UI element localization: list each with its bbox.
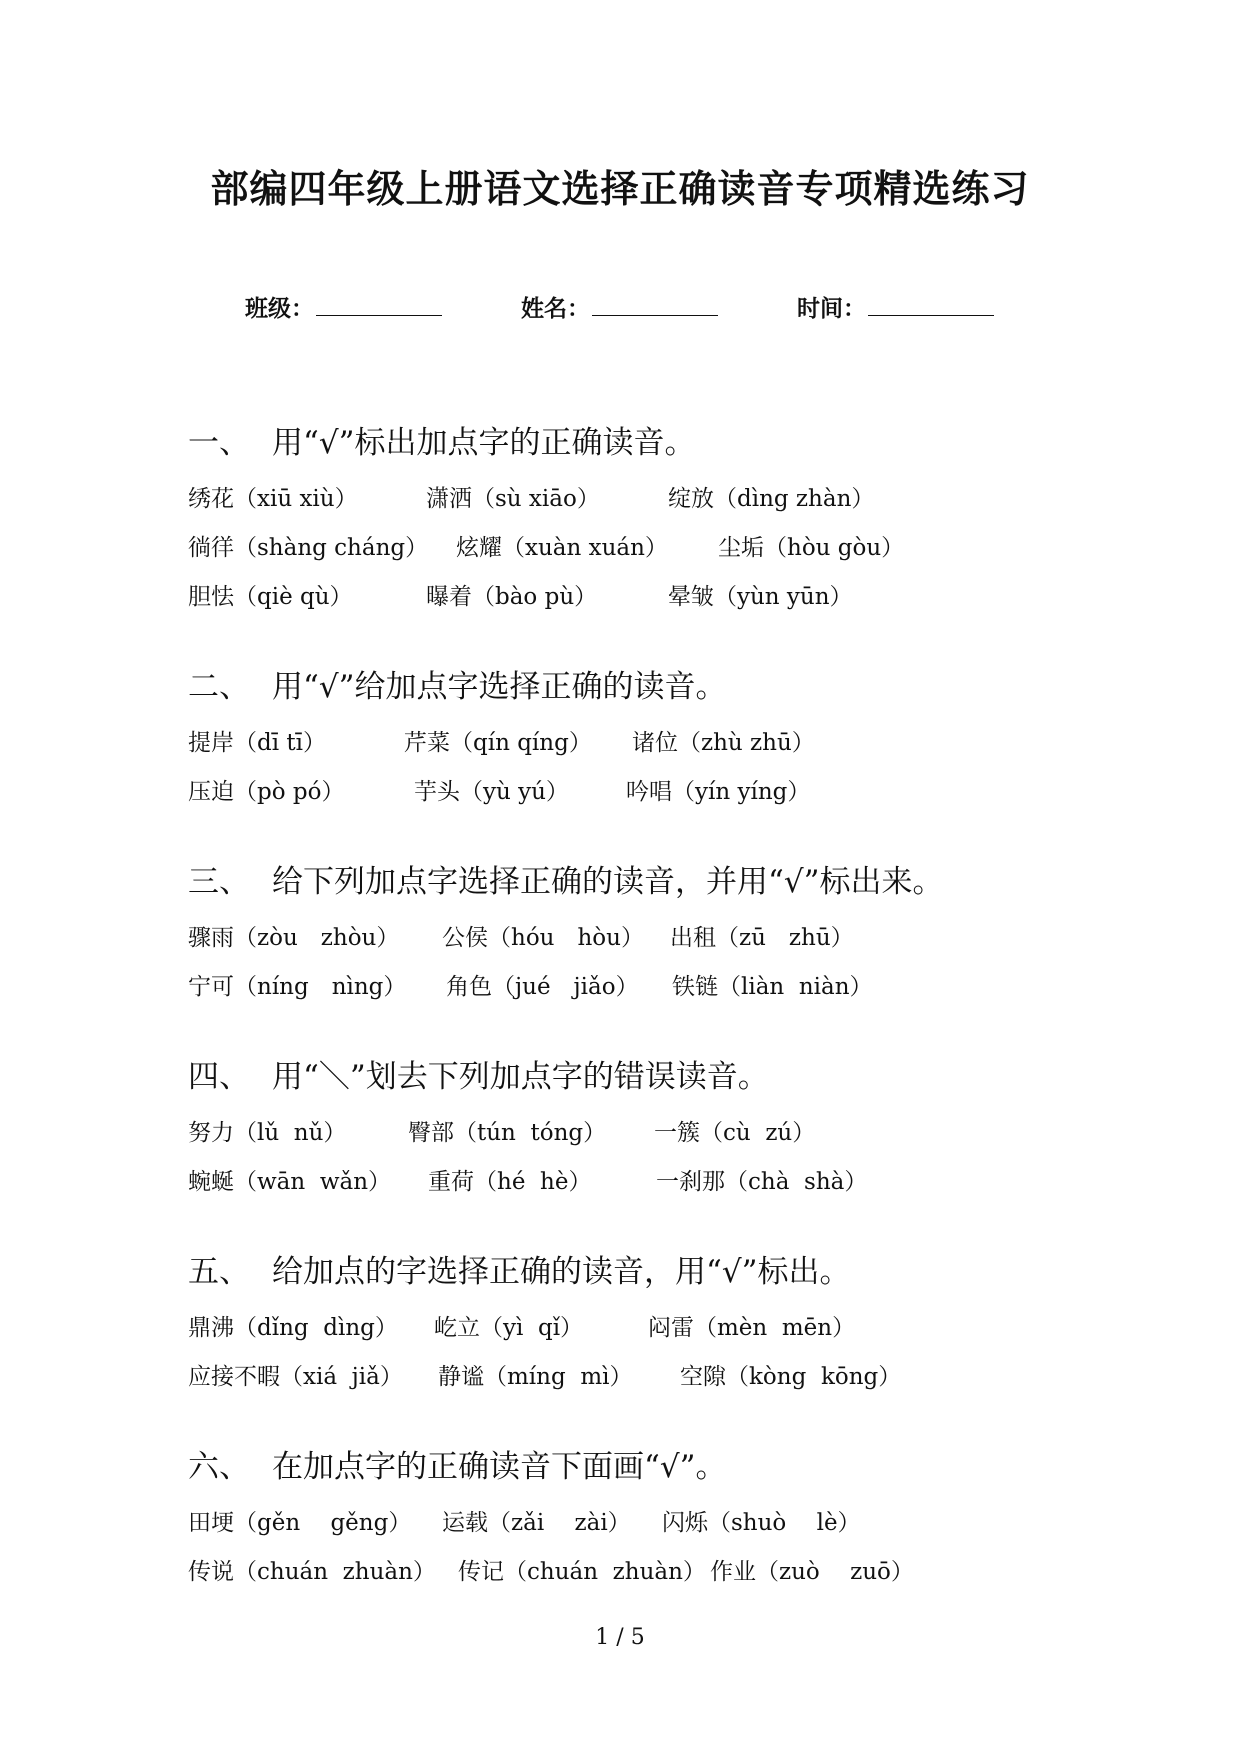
pinyin-item[interactable]: 作业（zuò zuō） — [710, 1559, 914, 1585]
pinyin-item[interactable]: 胆怯（qiè qù） — [188, 584, 353, 610]
section-2 — [188, 662, 1188, 817]
class-field[interactable] — [245, 290, 442, 323]
pinyin-item[interactable]: 闷雷（mèn mēn） — [648, 1315, 856, 1341]
page-number: 1 / 5 — [595, 1625, 645, 1650]
pinyin-item[interactable]: 一簇（cù zú） — [654, 1120, 816, 1146]
section-number: 一、 — [188, 425, 250, 461]
section-heading — [188, 662, 1188, 712]
item-row — [188, 1548, 1188, 1597]
pinyin-item[interactable]: 曝着（bào pù） — [426, 584, 598, 610]
pinyin-item[interactable]: 公侯（hóu hòu） — [442, 925, 644, 951]
pinyin-item[interactable]: 蜿蜒（wān wǎn） — [188, 1169, 392, 1195]
item-row — [188, 963, 1188, 1012]
time-blank[interactable] — [868, 295, 994, 316]
pinyin-item[interactable]: 一刹那（chà shà） — [656, 1169, 868, 1195]
pinyin-item[interactable]: 应接不暇（xiá jiǎ） — [188, 1364, 403, 1390]
section-number: 三、 — [188, 864, 250, 900]
pinyin-item[interactable]: 诸位（zhù zhū） — [632, 730, 815, 756]
section-instruction: 用“√”给加点字选择正确的读音。 — [272, 669, 727, 705]
item-row — [188, 524, 1188, 573]
pinyin-item[interactable]: 田埂（gěn gěng） — [188, 1510, 412, 1536]
pinyin-item[interactable]: 压迫（pò pó） — [188, 779, 345, 805]
section-heading — [188, 1442, 1188, 1492]
pinyin-item[interactable]: 传说（chuán zhuàn） — [188, 1559, 436, 1585]
class-blank[interactable] — [316, 295, 442, 316]
section-heading — [188, 418, 1188, 468]
name-label: 姓名： — [521, 295, 590, 322]
section-instruction: 用“√”标出加点字的正确读音。 — [272, 425, 696, 461]
pinyin-item[interactable]: 潇洒（sù xiāo） — [426, 486, 600, 512]
section-heading — [188, 857, 1188, 907]
class-label: 班级： — [245, 295, 314, 322]
item-row — [188, 1353, 1188, 1402]
section-instruction: 在加点字的正确读音下面画“√”。 — [272, 1449, 727, 1485]
name-field[interactable] — [521, 290, 718, 323]
pinyin-item[interactable]: 努力（lǔ nǔ） — [188, 1120, 347, 1146]
pinyin-item[interactable]: 闪烁（shuò lè） — [662, 1510, 861, 1536]
pinyin-item[interactable]: 芋头（yù yú） — [414, 779, 569, 805]
section-number: 五、 — [188, 1254, 250, 1290]
section-number: 四、 — [188, 1059, 250, 1095]
item-row — [188, 768, 1188, 817]
pinyin-item[interactable]: 重荷（hé hè） — [428, 1169, 592, 1195]
pinyin-item[interactable]: 铁链（liàn niàn） — [672, 974, 873, 1000]
section-instruction: 用“＼”划去下列加点字的错误读音。 — [272, 1059, 769, 1095]
section-5 — [188, 1247, 1188, 1402]
item-row — [188, 914, 1188, 963]
section-1 — [188, 418, 1188, 622]
pinyin-item[interactable]: 空隙（kòng kōng） — [680, 1364, 902, 1390]
item-row — [188, 1499, 1188, 1548]
pinyin-item[interactable]: 屹立（yì qǐ） — [434, 1315, 584, 1341]
pinyin-item[interactable]: 芹菜（qín qíng） — [404, 730, 592, 756]
pinyin-item[interactable]: 静谧（míng mì） — [438, 1364, 633, 1390]
section-heading — [188, 1052, 1188, 1102]
pinyin-item[interactable]: 传记（chuán zhuàn） — [458, 1559, 706, 1585]
pinyin-item[interactable]: 吟唱（yín yíng） — [626, 779, 811, 805]
time-field[interactable] — [797, 290, 994, 323]
section-number: 六、 — [188, 1449, 250, 1485]
item-row — [188, 1304, 1188, 1353]
item-row — [188, 1109, 1188, 1158]
pinyin-item[interactable]: 臀部（tún tóng） — [408, 1120, 607, 1146]
section-instruction: 给加点的字选择正确的读音，用“√”标出。 — [272, 1254, 851, 1290]
item-row — [188, 1158, 1188, 1207]
section-number: 二、 — [188, 669, 250, 705]
pinyin-item[interactable]: 鼎沸（dǐng dìng） — [188, 1315, 398, 1341]
section-instruction: 给下列加点字选择正确的读音，并用“√”标出来。 — [272, 864, 944, 900]
section-3 — [188, 857, 1188, 1012]
item-row — [188, 573, 1188, 622]
pinyin-item[interactable]: 运载（zǎi zài） — [442, 1510, 631, 1536]
pinyin-item[interactable]: 炫耀（xuàn xuán） — [456, 535, 668, 561]
pinyin-item[interactable]: 晕皱（yùn yūn） — [668, 584, 853, 610]
pinyin-item[interactable]: 绽放（dìng zhàn） — [668, 486, 875, 512]
name-blank[interactable] — [592, 295, 718, 316]
pinyin-item[interactable]: 宁可（níng nìng） — [188, 974, 407, 1000]
pinyin-item[interactable]: 骤雨（zòu zhòu） — [188, 925, 400, 951]
section-heading — [188, 1247, 1188, 1297]
item-row — [188, 719, 1188, 768]
pinyin-item[interactable]: 出租（zū zhū） — [670, 925, 854, 951]
pinyin-item[interactable]: 徜徉（shàng cháng） — [188, 535, 429, 561]
pinyin-item[interactable]: 角色（jué jiǎo） — [446, 974, 639, 1000]
page-title: 部编四年级上册语文选择正确读音专项精选练习 — [210, 166, 1030, 211]
item-row — [188, 475, 1188, 524]
pinyin-item[interactable]: 绣花（xiū xiù） — [188, 486, 358, 512]
pinyin-item[interactable]: 尘垢（hòu gòu） — [718, 535, 905, 561]
time-label: 时间： — [797, 295, 866, 322]
section-6 — [188, 1442, 1188, 1597]
pinyin-item[interactable]: 提岸（dī tī） — [188, 730, 326, 756]
section-4 — [188, 1052, 1188, 1207]
